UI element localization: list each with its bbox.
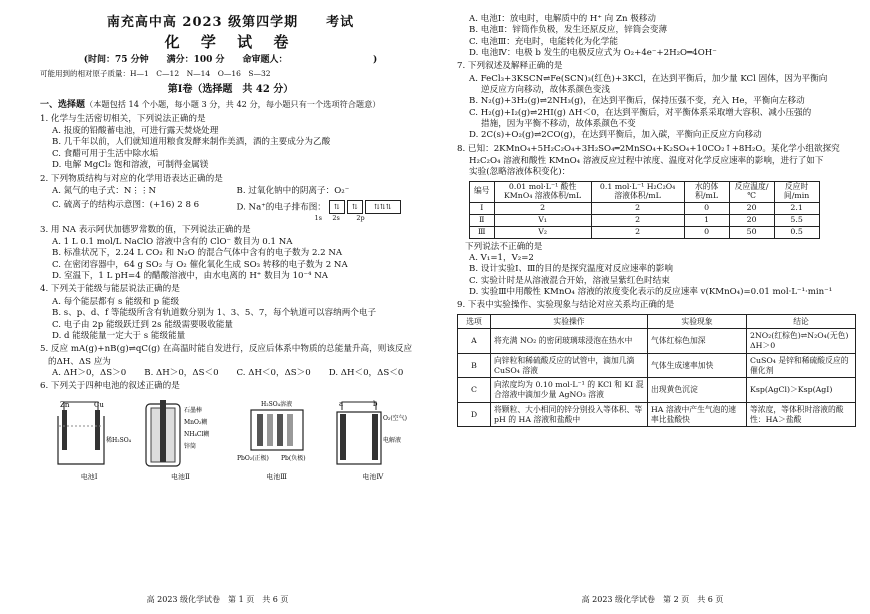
q5-option-a: A. ΔH＞0，ΔS＞0 xyxy=(52,367,127,378)
question-8-stem-2: H₂C₂O₄ 溶液和酸性 KMnO₄ 溶液反应过程中浓度、温度对化学反应速率的影响，进行了如下 xyxy=(469,156,824,167)
battery-1 xyxy=(54,398,132,482)
q8-option-c: C. 实验计时是从溶液混合开始，溶液呈紫红色时结束 xyxy=(469,275,670,286)
section-label: 一、选择题 xyxy=(40,99,86,110)
q1-option-b: B. 几千年以前，人们就知道用粮食发酵来制作美酒，酒的主要成分为乙酸 xyxy=(52,137,331,148)
table-row xyxy=(470,226,820,238)
svg-text:a: a xyxy=(338,400,344,409)
table-cell: 50 xyxy=(729,226,774,238)
q5-option-d: D. ΔH＜0，ΔS＜0 xyxy=(328,367,404,378)
table-header-row xyxy=(458,314,856,329)
battery-1-diagram xyxy=(54,398,132,470)
label-electrolyte: 电解液 xyxy=(382,437,401,445)
label-nh4cl: NH₄Cl糊 xyxy=(184,431,210,439)
table-cell: 向锌粒和稀硫酸反应的试管中，滴加几滴 CuSO₄ 溶液 xyxy=(491,353,648,377)
table-cell: 5.5 xyxy=(774,214,819,226)
table-cell: 0.5 xyxy=(774,226,819,238)
q1-option-c: C. 食醋可用于生活中除水垢 xyxy=(52,148,159,159)
table-header-row xyxy=(470,181,820,202)
table-header: 水的体积/mL xyxy=(684,181,729,202)
q1-option-a: A. 报废的铅酸蓄电池，可进行露天焚烧处理 xyxy=(52,126,219,137)
q2-option-c: C. 硫离子的结构示意图：(+16) 2 8 6 xyxy=(52,200,200,211)
question-1-stem: 1. 化学与生活密切相关，下列说法正确的是 xyxy=(40,113,206,124)
battery-4-diagram xyxy=(333,398,413,470)
table-cell: Ksp(AgCl)＞Ksp(AgI) xyxy=(747,378,856,402)
q7-option-c-line1: C. H₂(g)+I₂(g)⇌2HI(g) ΔH＜0，在达到平衡后，对平衡体系采取增大容积、减小压强的 xyxy=(469,107,812,118)
orbital-1s: ⇅ xyxy=(329,200,345,214)
q7-option-b: B. N₂(g)+3H₂(g)⇌2NH₃(g)，在达到平衡后，保持压强不变，充入 He，平衡向左移动 xyxy=(469,96,805,107)
table-row xyxy=(458,353,856,377)
orbital-2p: ⇅⇅⇅ xyxy=(365,200,401,214)
question-8-stem-1: 8. 已知：2KMnO₄+5H₂C₂O₄+3H₂SO₄═2MnSO₄+K₂SO₄+10CO₂↑+8H₂O。某化学小组欲探究 xyxy=(457,143,840,154)
q5-option-c: C. ΔH＜0，ΔS＞0 xyxy=(236,367,311,378)
battery-1-caption: 电池Ⅰ xyxy=(80,473,98,482)
table-cell: D xyxy=(458,402,491,426)
conclusion-table xyxy=(457,314,856,428)
q8-option-b: B. 设计实验Ⅰ、Ⅲ的目的是探究温度对反应速率的影响 xyxy=(469,264,673,275)
label-pb: Pb(负极) xyxy=(280,455,306,463)
label-dilute-acid: 稀H₂SO₄ xyxy=(106,437,132,445)
table-cell: 等浓度，等体积时溶液的酸性：HA＞盐酸 xyxy=(747,402,856,426)
battery-figures xyxy=(46,395,421,483)
table-header: 结论 xyxy=(747,314,856,329)
table-cell: 2NO₂(红棕色)⇌N₂O₄(无色) ΔH＞0 xyxy=(747,329,856,353)
question-4-stem: 4. 下列关于能级与能层说法正确的是 xyxy=(40,284,180,295)
q6-option-b: B. 电池Ⅱ：锌筒作负极，发生还原反应，锌筒会变薄 xyxy=(469,25,668,36)
table-cell: 0 xyxy=(684,202,729,214)
orbital-diagram xyxy=(329,200,401,214)
q6-option-a: A. 电池Ⅰ：放电时，电解质中的 H⁺ 向 Zn 极移动 xyxy=(469,14,657,24)
label-cu: Cu xyxy=(94,401,104,410)
table-cell: 2 xyxy=(494,202,591,214)
orbital-labels xyxy=(315,214,422,223)
label-o2-air: O₂(空气) xyxy=(382,415,407,423)
exam-subject: 化 学 试 卷 xyxy=(164,33,297,52)
table-row xyxy=(470,214,820,226)
table-cell: 将充满 NO₂ 的密闭玻璃球浸泡在热水中 xyxy=(491,329,648,353)
q2-option-b: B. 过氧化钠中的阴离子：O₂⁻ xyxy=(236,185,350,196)
battery-2 xyxy=(140,398,220,482)
q5-option-b: B. ΔH＞0，ΔS＜0 xyxy=(144,367,219,378)
table-cell: V₁ xyxy=(494,214,591,226)
orbital-label-2s: 2s xyxy=(332,214,340,223)
q2-option-d: D. Na⁺的电子排布图： xyxy=(236,202,326,213)
q4-option-b: B. s、p、d、f 等能级所含有轨道数分别为 1、3、5、7，每个轨道可以容纳两个电子 xyxy=(52,308,377,319)
table-header: 0.01 mol·L⁻¹ 酸性 KMnO₄ 溶液体积/mL xyxy=(494,181,591,202)
table-header: 选项 xyxy=(458,314,491,329)
table-cell: 气体生成速率加快 xyxy=(648,353,747,377)
question-5-stem-2: 的ΔH、ΔS 应为 xyxy=(48,356,111,367)
q4-option-c: C. 电子由 2p 能级跃迁到 2s 能级需要吸收能量 xyxy=(52,319,234,330)
orbital-label-1s: 1s xyxy=(314,214,322,223)
table-cell: 20 xyxy=(729,214,774,226)
question-2-stem: 2. 下列物质结构与对应的化学用语表达正确的是 xyxy=(40,173,223,184)
section-heading xyxy=(40,99,421,112)
table-row xyxy=(458,378,856,402)
q4-option-d: D. d 能级能量一定大于 s 能级能量 xyxy=(52,330,186,341)
q3-option-b: B. 标准状况下，2.24 L CO₂ 和 N₂O 的混合气体中含有的电子数为 2.2 NA xyxy=(52,248,343,259)
table-row xyxy=(458,329,856,353)
page-right xyxy=(435,0,870,614)
battery-4-caption: 电池Ⅳ xyxy=(362,473,384,482)
q7-option-d: D. 2C(s)+O₂(g)⇌2CO(g)，在达到平衡后，加入碳，平衡向正反应方向移动 xyxy=(469,130,762,141)
table-cell: Ⅰ xyxy=(470,202,495,214)
q8-substem: 下列说法不正确的是 xyxy=(465,241,543,252)
q2-option-a: A. 氮气的电子式：N⋮⋮N xyxy=(52,185,157,196)
table-cell: 气体红棕色加深 xyxy=(648,329,747,353)
label-graphite-rod: 石墨棒 xyxy=(184,407,203,415)
q8-option-a: A. V₁=1，V₂=2 xyxy=(469,252,534,263)
q6-option-d: D. 电池Ⅳ：电极 b 发生的电极反应式为 O₂+4e⁻+2H₂O═4OH⁻ xyxy=(469,48,717,59)
q2-option-d-wrap xyxy=(237,200,422,223)
table-header: 实验操作 xyxy=(491,314,648,329)
orbital-label-2p: 2p xyxy=(356,214,365,223)
q3-option-d: D. 室温下，1 L pH=4 的醋酸溶液中，由水电离的 H⁺ 数目为 10⁻⁴ NA xyxy=(52,271,328,282)
question-9-stem: 9. 下表中实验操作、实验现象与结论对应关系均正确的是 xyxy=(457,300,675,311)
table-cell: 2.1 xyxy=(774,202,819,214)
q7-option-c-line2: 措施，因为平衡不移动，故体系颜色不变 xyxy=(481,119,636,130)
q3-option-c: C. 在密闭容器中，64 g SO₂ 与 O₂ 催化氧化生成 SO₃ 转移的电子数为 2 NA xyxy=(52,259,348,270)
q7-option-a-line2: 逆反应方向移动，故体系颜色变浅 xyxy=(481,85,610,96)
table-header: 实验现象 xyxy=(648,314,747,329)
question-7-stem: 7. 下列叙述及解释正确的是 xyxy=(457,61,563,72)
table-cell: 2 xyxy=(591,202,684,214)
exam-info: (时间：75 分钟 满分：100 分 命审题人： ) xyxy=(83,54,378,65)
battery-3-caption: 电池Ⅲ xyxy=(266,473,287,482)
table-cell: V₂ xyxy=(494,226,591,238)
q2-options-row2 xyxy=(52,200,421,223)
table-cell: Ⅲ xyxy=(470,226,495,238)
table-cell: 2 xyxy=(591,214,684,226)
table-cell: Ⅱ xyxy=(470,214,495,226)
q5-options xyxy=(52,368,421,379)
table-header: 反应温度/℃ xyxy=(729,181,774,202)
table-cell: HA 溶液中产生气泡的速率比盐酸快 xyxy=(648,402,747,426)
table-cell: 20 xyxy=(729,202,774,214)
label-zinc-can: 锌筒 xyxy=(184,443,197,451)
table-cell: 0 xyxy=(684,226,729,238)
battery-4 xyxy=(333,398,413,482)
question-8-stem-3: 实验(忽略溶液体积变化)： xyxy=(469,167,571,178)
table-cell: 出现黄色沉淀 xyxy=(648,378,747,402)
q4-option-a: A. 每个能层都有 s 能级和 p 能级 xyxy=(52,296,180,307)
table-cell: CuSO₄ 是锌和稀硫酸反应的催化剂 xyxy=(747,353,856,377)
table-cell: C xyxy=(458,378,491,402)
section-text: （本题包括 14 个小题，每小题 3 分，共 42 分，每小题只有一个选项符合题意） xyxy=(85,98,381,109)
question-3-stem: 3. 用 NA 表示阿伏加德罗常数的值，下列说法正确的是 xyxy=(40,224,251,235)
battery-3-diagram xyxy=(237,398,317,470)
battery-2-caption: 电池Ⅱ xyxy=(170,473,190,482)
footer-right: 高 2023 级化学试卷 第 2 页 共 6 页 xyxy=(581,595,724,605)
q7-option-a-line1: A. FeCl₃+3KSCN⇌Fe(SCN)₃(红色)+3KCl，在达到平衡后，加少量 KCl 固体，因为平衡向 xyxy=(469,73,828,84)
battery-3 xyxy=(237,398,317,482)
experiment-table xyxy=(469,181,820,239)
q2-options-row1 xyxy=(52,186,421,197)
label-h2so4: H₂SO₄溶液 xyxy=(260,401,292,409)
battery-2-diagram xyxy=(140,398,220,470)
q1-option-d: D. 电解 MgCl₂ 饱和溶液，可制得金属镁 xyxy=(52,160,209,171)
table-cell: 向浓度均为 0.10 mol·L⁻¹ 的 KCl 和 KI 混合溶液中滴加少量 AgNO₃ 溶液 xyxy=(491,378,648,402)
orbital-2s: ⇅ xyxy=(347,200,363,214)
label-zn: Zn xyxy=(60,401,70,410)
table-cell: A xyxy=(458,329,491,353)
table-cell: 1 xyxy=(684,214,729,226)
part-title: 第Ⅰ卷（选择题 共 42 分） xyxy=(167,83,294,95)
question-5-stem-1: 5. 反应 mA(g)+nB(g)⇌qC(g) 在高温时能自发进行，反应后体系中物质的总能量升高，则该反应 xyxy=(40,344,413,355)
table-cell: 将颗粒、大小相同的锌分别投入等体积、等 pH 的 HA 溶液和盐酸中 xyxy=(491,402,648,426)
table-row xyxy=(458,402,856,426)
label-mno2: MnO₂糊 xyxy=(184,419,208,427)
svg-text:b: b xyxy=(372,400,378,409)
atomic-masses: 可能用到的相对原子质量：H—1 C—12 N—14 O—16 S—32 xyxy=(40,68,271,78)
footer-left: 高 2023 级化学试卷 第 1 页 共 6 页 xyxy=(146,595,289,605)
table-header: 0.1 mol·L⁻¹ H₂C₂O₄ 溶液体积/mL xyxy=(591,181,684,202)
table-header: 编号 xyxy=(470,181,495,202)
table-row xyxy=(470,202,820,214)
label-pbo2: PbO₂(正极) xyxy=(236,455,269,463)
question-6-stem: 6. 下列关于四种电池的叙述正确的是 xyxy=(40,381,180,392)
table-cell: B xyxy=(458,353,491,377)
q3-option-a: A. 1 L 0.1 mol/L NaClO 溶液中含有的 ClO⁻ 数目为 0.1 NA xyxy=(52,237,293,248)
q6-option-c: C. 电池Ⅲ：充电时，电能转化为化学能 xyxy=(469,36,618,47)
table-header: 反应时间/min xyxy=(774,181,819,202)
table-cell: 2 xyxy=(591,226,684,238)
exam-title: 南充高中高 2023 级第四学期 考试 xyxy=(106,15,355,30)
q8-option-d: D. 实验Ⅲ中用酸性 KMnO₄ 溶液的浓度变化表示的反应速率 v(KMnO₄)=0.01 mol·L⁻¹·min⁻¹ xyxy=(469,286,833,297)
